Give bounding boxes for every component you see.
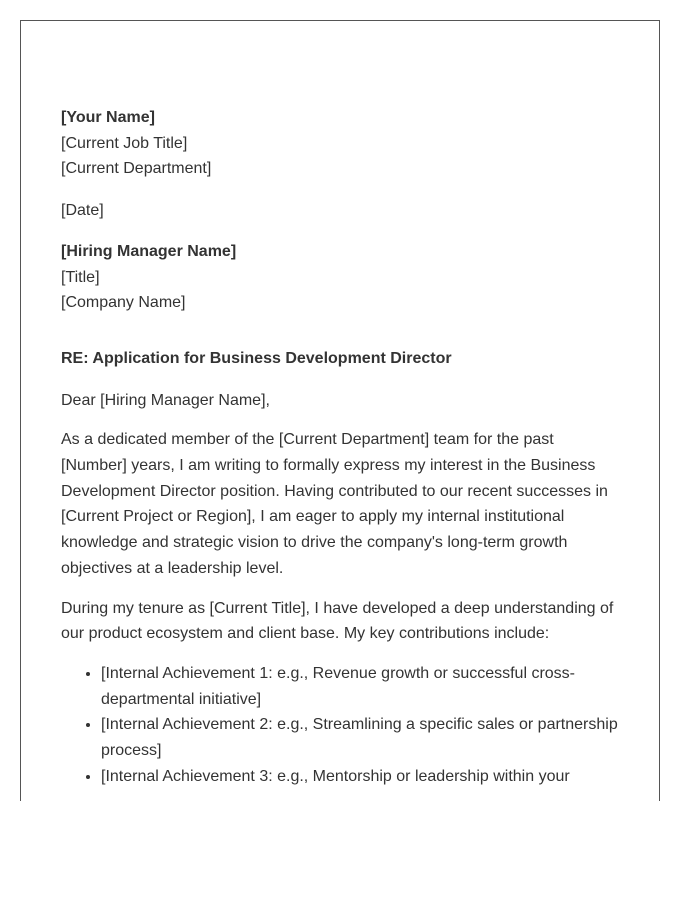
list-item: • [Internal Achievement 3: e.g., Mentorship or leadership within your	[101, 764, 623, 790]
sender-department: [Current Department]	[61, 160, 212, 178]
body-paragraph-2: During my tenure as [Current Title], I have developed a deep understanding of our product ecosystem and client base. My key contributions include:	[61, 599, 614, 643]
body-paragraph-1: As a dedicated member of the [Current Department] team for the past [Number] years, I am writing to formally express my interest in the Business Development Director position. Having contributed to our recent successes in [Current Project or Region], I am eager to apply my internal institutional knowledge and strategic vision to drive the company's long-term growth objectives at a leadership level.	[61, 431, 608, 577]
recipient-company: [Company Name]	[61, 294, 186, 312]
subject-line: RE: Application for Business Development Director	[61, 349, 452, 367]
recipient-name: [Hiring Manager Name]	[61, 242, 237, 260]
achievements-list	[61, 661, 623, 790]
sender-job-title: [Current Job Title]	[61, 134, 188, 152]
recipient-title: [Title]	[61, 268, 100, 286]
salutation: Dear [Hiring Manager Name],	[61, 391, 270, 409]
letter-page	[20, 20, 660, 801]
list-item: • [Internal Achievement 2: e.g., Streamlining a specific sales or partnership process]	[101, 712, 623, 763]
sender-name: [Your Name]	[61, 109, 155, 126]
letter-date: [Date]	[61, 202, 104, 220]
list-item: • [Internal Achievement 1: e.g., Revenue growth or successful cross-departmental initiative]	[101, 661, 623, 712]
sender-block	[61, 105, 623, 182]
letter-content	[61, 105, 623, 789]
recipient-block	[61, 239, 623, 316]
